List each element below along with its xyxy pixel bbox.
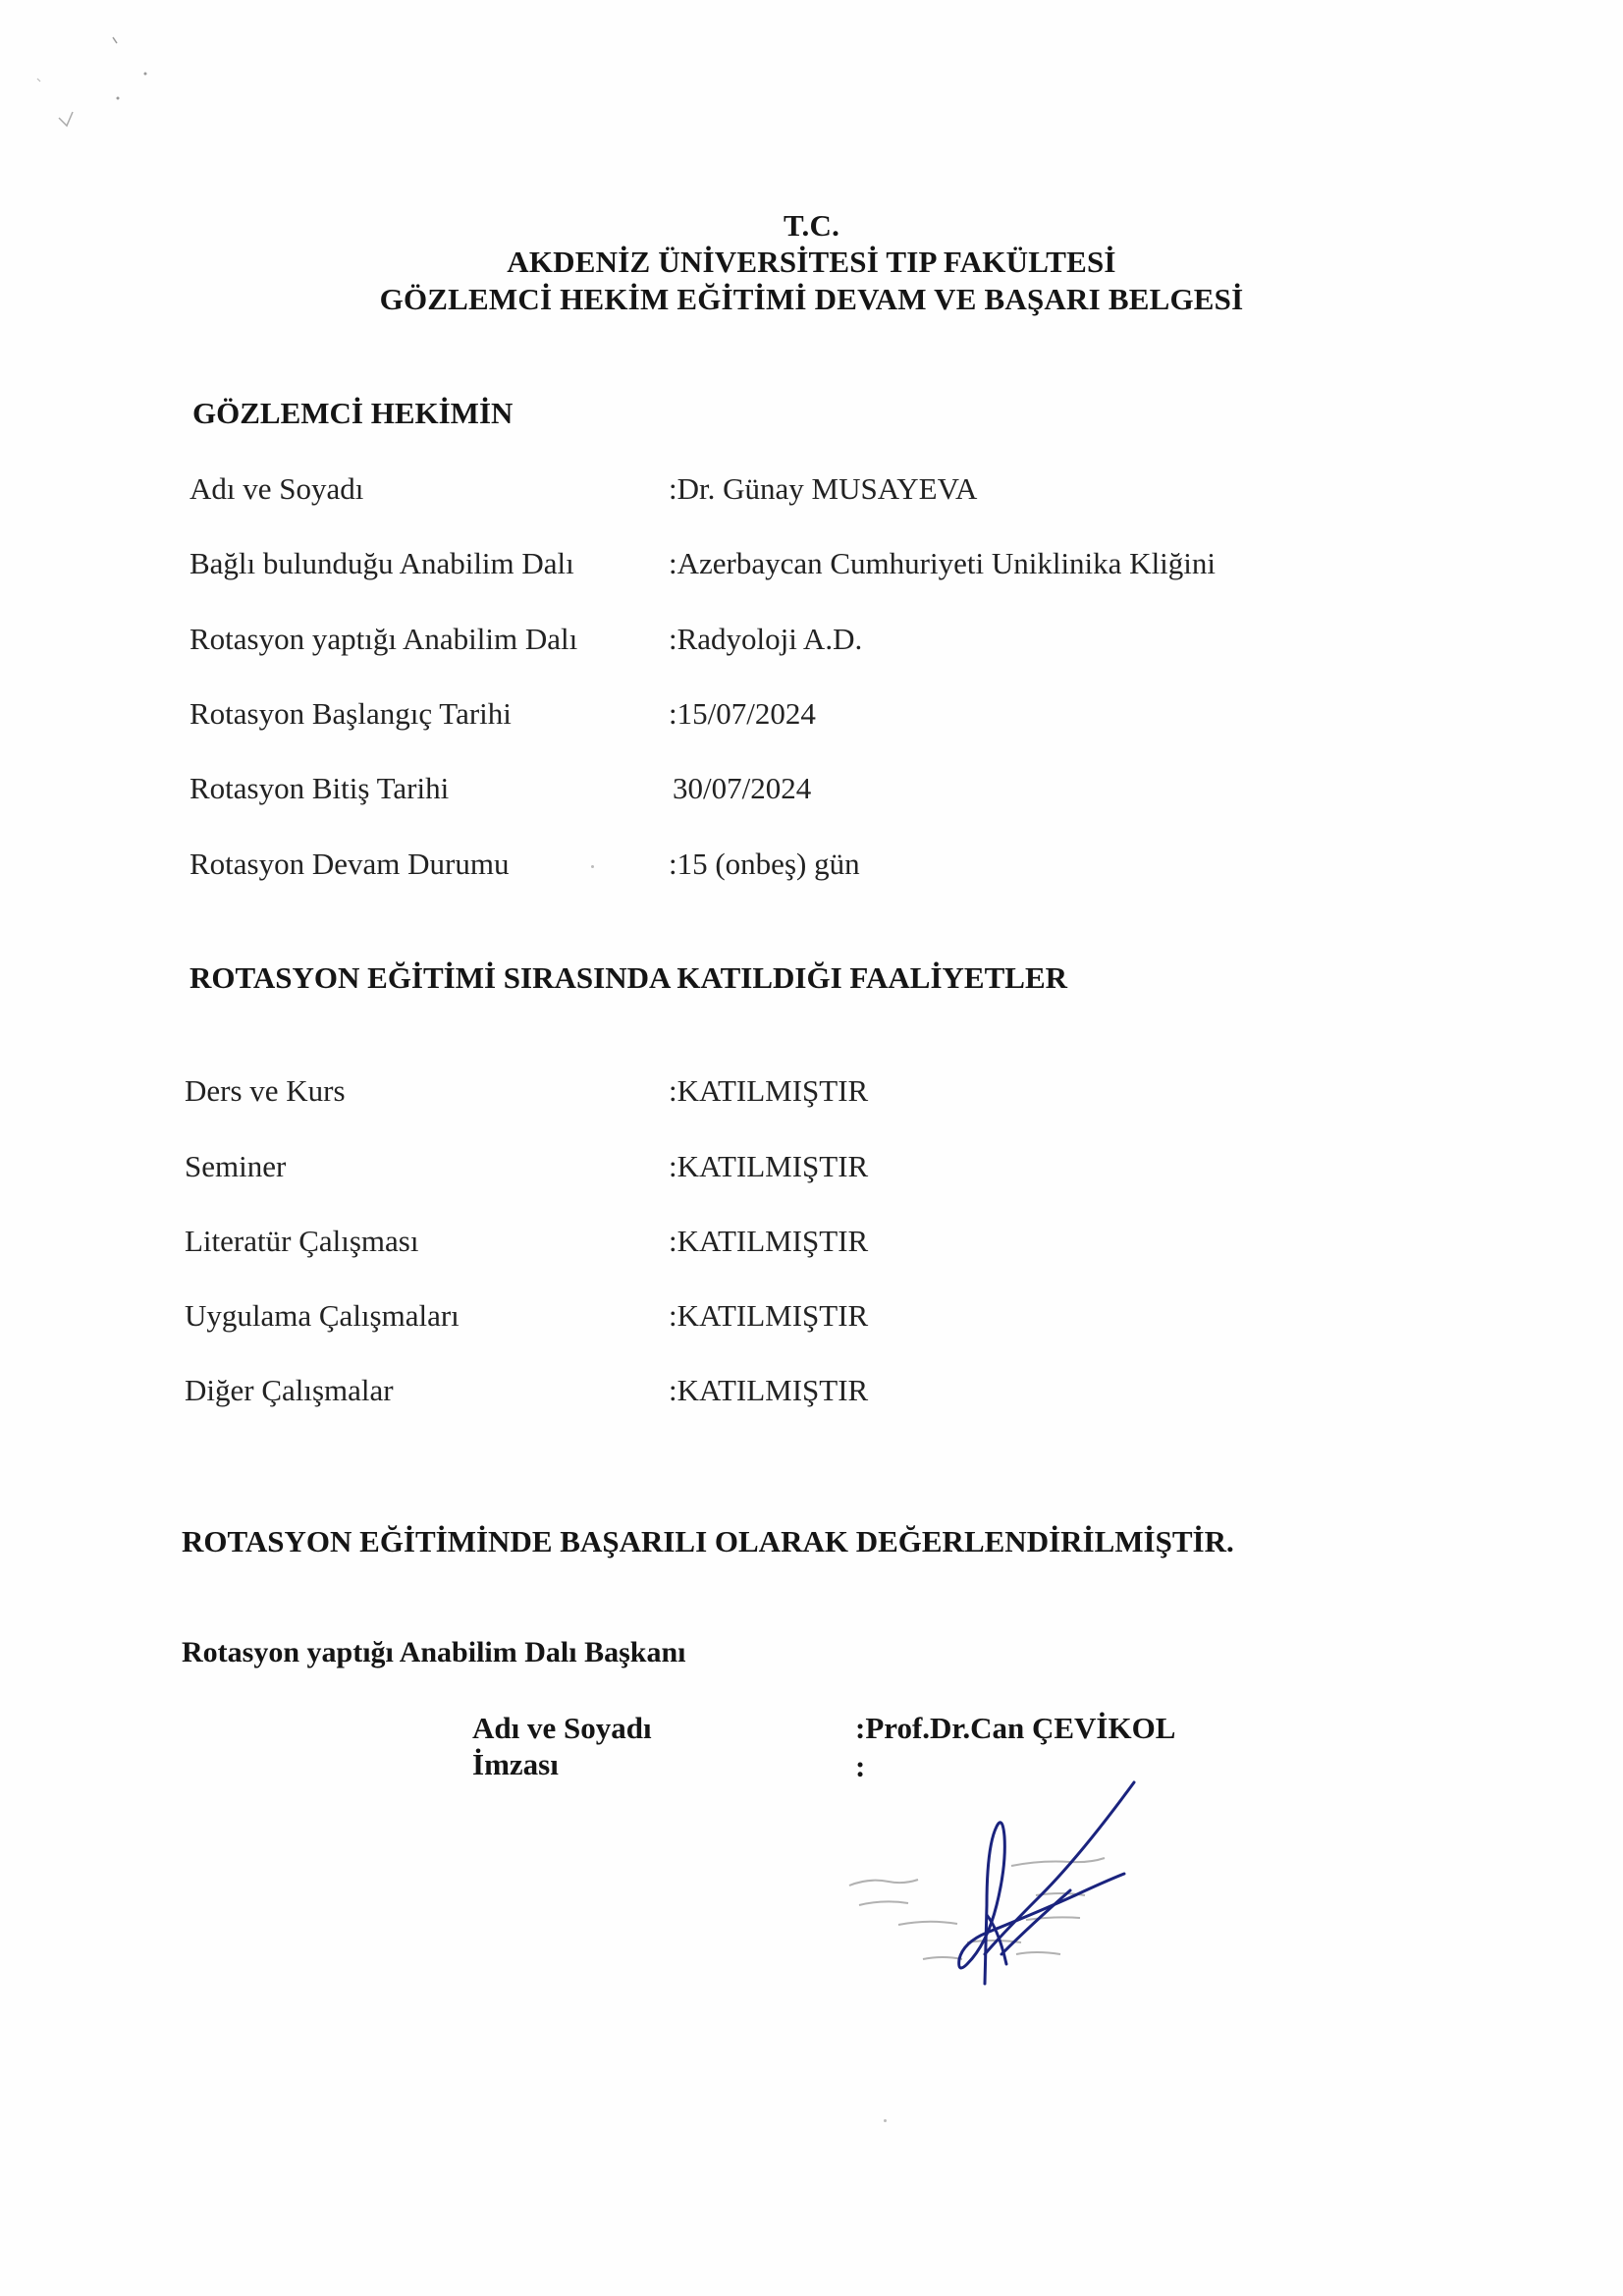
field-value-attendance: :15 (onbeş) gün <box>669 847 860 881</box>
activity-label-literature: Literatür Çalışması <box>185 1224 419 1258</box>
field-label-rotation-department: Rotasyon yaptığı Anabilim Dalı <box>189 622 578 656</box>
signatory-name-label: Adı ve Soyadı <box>472 1711 652 1745</box>
scan-dot <box>884 2119 887 2122</box>
result-statement: ROTASYON EĞİTİMİNDE BAŞARILI OLARAK DEĞERLENDİRİLMİŞTİR. <box>182 1524 1234 1558</box>
signature-stamp-image <box>839 1758 1163 1994</box>
activity-value-literature: :KATILMIŞTIR <box>669 1224 869 1258</box>
activity-value-practice: :KATILMIŞTIR <box>669 1298 869 1333</box>
activity-value-other: :KATILMIŞTIR <box>669 1373 869 1407</box>
activity-value-courses: :KATILMIŞTIR <box>669 1073 869 1108</box>
header-tc: T.C. <box>783 208 840 243</box>
field-label-attendance: Rotasyon Devam Durumu <box>189 847 510 881</box>
signatory-signature-value: : <box>855 1749 866 1783</box>
field-label-department: Bağlı bulunduğu Anabilim Dalı <box>189 546 574 580</box>
activity-label-courses: Ders ve Kurs <box>185 1073 346 1108</box>
activity-label-practice: Uygulama Çalışmaları <box>185 1298 460 1333</box>
activities-section-title: ROTASYON EĞİTİMİ SIRASINDA KATILDIĞI FAALİYETLER <box>189 960 1068 995</box>
signatory-name-value: :Prof.Dr.Can ÇEVİKOL <box>855 1711 1176 1745</box>
field-value-name: :Dr. Günay MUSAYEVA <box>669 471 978 506</box>
activity-value-seminar: :KATILMIŞTIR <box>669 1149 869 1183</box>
field-value-rotation-department: :Radyoloji A.D. <box>669 622 863 656</box>
field-value-start-date: :15/07/2024 <box>669 696 816 731</box>
field-label-name: Adı ve Soyadı <box>189 471 364 506</box>
field-label-end-date: Rotasyon Bitiş Tarihi <box>189 771 450 805</box>
field-value-department: :Azerbaycan Cumhuriyeti Uniklinika Kliğini <box>669 546 1217 580</box>
header-document-title: GÖZLEMCİ HEKİM EĞİTİMİ DEVAM VE BAŞARI BELGESİ <box>379 282 1244 316</box>
field-value-end-date: 30/07/2024 <box>673 771 812 805</box>
scan-dot <box>591 865 594 868</box>
observer-section-title: GÖZLEMCİ HEKİMİN <box>192 396 514 430</box>
field-label-start-date: Rotasyon Başlangıç Tarihi <box>189 696 512 731</box>
header-university: AKDENİZ ÜNİVERSİTESİ TIP FAKÜLTESİ <box>507 245 1116 279</box>
scan-marks <box>20 29 157 147</box>
signatory-title: Rotasyon yaptığı Anabilim Dalı Başkanı <box>182 1636 686 1668</box>
activity-label-seminar: Seminer <box>185 1149 287 1183</box>
activity-label-other: Diğer Çalışmalar <box>185 1373 394 1407</box>
signatory-signature-label: İmzası <box>472 1747 559 1781</box>
